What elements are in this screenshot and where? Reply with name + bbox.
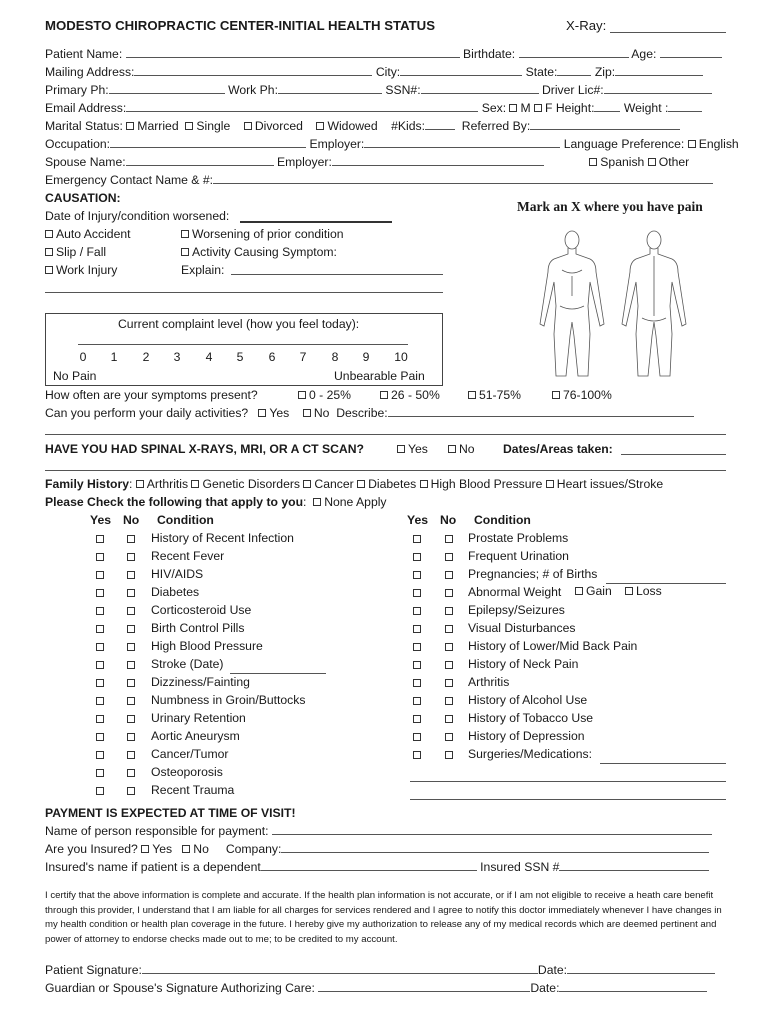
left-condition-label: Aortic Aneurysm [151,729,240,743]
causation-heading: CAUSATION: [45,191,121,205]
english-checkbox[interactable] [688,140,696,148]
pain-map-instruction: Mark an X where you have pain [517,199,703,214]
single-checkbox[interactable] [185,122,193,130]
right-condition-no-checkbox[interactable] [445,625,453,633]
right-condition-no-checkbox[interactable] [445,553,453,561]
city-field[interactable] [400,64,522,76]
left-condition-no-checkbox[interactable] [127,679,135,687]
row-email: Email Address: Sex: M F Height: Weight : [45,100,726,116]
left-condition-label: Numbness in Groin/Buttocks [151,693,306,707]
insured-no-checkbox[interactable] [182,845,190,853]
xray-label: X-Ray: [566,18,607,33]
emergency-contact-field[interactable] [213,172,713,184]
freq-76-100-checkbox[interactable] [552,391,560,399]
sex-f-checkbox[interactable] [534,104,542,112]
left-condition-label: Birth Control Pills [151,621,245,635]
left-condition-yes-checkbox[interactable] [96,571,104,579]
family-arthritis-checkbox[interactable] [136,480,144,488]
complaint-scale-line[interactable] [78,344,408,345]
slip-fall-option[interactable]: Slip / Fall [45,244,106,260]
left-condition-label: Diabetes [151,585,200,599]
left-condition-no-checkbox[interactable] [127,787,135,795]
left-condition-no-checkbox[interactable] [127,571,135,579]
right-condition-label: Arthritis [468,675,510,689]
left-condition-no-checkbox[interactable] [127,643,135,651]
col-no-left: No [123,513,140,527]
left-condition-no-checkbox[interactable] [127,535,135,543]
right-condition-label: Abnormal Weight [468,585,562,599]
right-condition-yes-checkbox[interactable] [413,697,421,705]
row-guardian-signature: Guardian or Spouse's Signature Authorizing Care: Date: [45,980,726,996]
left-condition-no-checkbox[interactable] [127,733,135,741]
dates-areas-field[interactable] [621,454,726,455]
left-condition-yes-checkbox[interactable] [96,679,104,687]
left-condition-yes-checkbox[interactable] [96,733,104,741]
right-condition-no-checkbox[interactable] [445,661,453,669]
right-condition-label: Pregnancies; # of Births [468,567,598,581]
divorced-checkbox[interactable] [244,122,252,130]
scale-1[interactable]: 1 [110,350,118,364]
right-condition-yes-checkbox[interactable] [413,679,421,687]
right-condition-no-checkbox[interactable] [445,589,453,597]
frequency-question: How often are your symptoms present? [45,388,258,402]
dates-areas-label: Dates/Areas taken: [503,442,613,456]
left-condition-label: Corticosteroid Use [151,603,252,617]
age-field[interactable] [660,46,722,58]
right-condition-yes-checkbox[interactable] [413,589,421,597]
driver-lic-field[interactable] [604,82,712,94]
row-conditions-prompt: Please Check the following that apply to you: None Apply [45,495,387,509]
row-emergency: Emergency Contact Name & #: [45,172,726,188]
left-condition-yes-checkbox[interactable] [96,553,104,561]
right-condition-label: Prostate Problems [468,531,569,545]
explain-field-2[interactable] [45,292,443,293]
left-condition-label: Recent Trauma [151,783,235,797]
left-condition-yes-checkbox[interactable] [96,535,104,543]
scale-0[interactable]: 0 [79,350,87,364]
right-condition-label: History of Lower/Mid Back Pain [468,639,638,653]
mailing-address-field[interactable] [134,64,372,76]
left-condition-no-checkbox[interactable] [127,661,135,669]
daily-no-checkbox[interactable] [303,409,311,417]
birthdate-field[interactable] [519,46,629,58]
right-condition-yes-checkbox[interactable] [413,625,421,633]
row-responsible: Name of person responsible for payment: [45,823,726,839]
complaint-label: Current complaint level (how you feel today): [118,317,360,331]
right-condition-label: Frequent Urination [468,549,569,563]
guardian-date-field[interactable] [559,980,707,992]
left-condition-yes-checkbox[interactable] [96,661,104,669]
right-condition-label: History of Alcohol Use [468,693,588,707]
left-condition-no-checkbox[interactable] [127,715,135,723]
imaging-yes[interactable]: Yes [397,441,428,457]
surgeries-field[interactable] [600,763,726,764]
scale-7[interactable]: 7 [299,350,307,364]
family-cancer-checkbox[interactable] [303,480,311,488]
referred-by-field[interactable] [530,118,680,130]
left-condition-label: Cancer/Tumor [151,747,229,761]
left-condition-label: Dizziness/Fainting [151,675,250,689]
describe-field-2[interactable] [45,434,726,435]
primary-phone-field[interactable] [109,82,225,94]
imaging-no-checkbox[interactable] [448,445,456,453]
right-condition-no-checkbox[interactable] [445,679,453,687]
freq-76-100[interactable]: 76-100% [552,387,612,403]
left-condition-yes-checkbox[interactable] [96,589,104,597]
freq-0-25-checkbox[interactable] [298,391,306,399]
row-occupation: Occupation: Employer: Language Preference: English [45,137,739,151]
left-condition-yes-checkbox[interactable] [96,715,104,723]
widowed-checkbox[interactable] [316,122,324,130]
col-condition-right: Condition [474,513,531,527]
left-condition-yes-checkbox[interactable] [96,607,104,615]
births-field[interactable] [606,583,726,584]
certification-text: I certify that the above information is complete and accurate. If the health plan information is not accurate, or if I am not eligible to receive a heath care benefit through this provider, I understand that I am liable for all charges for services rendered and I agree to notify this doctor immediately whenever I have changes in my health condition or health plan coverage in the future. I hereby give my authorization to release any of my medical records which are deemed pertinent and power of attorney to endorse checks made out to me; to be credited to my account. [45,890,722,945]
right-condition-label: History of Tobacco Use [468,711,594,725]
right-condition-yes-checkbox[interactable] [413,661,421,669]
patient-signature-field[interactable] [142,962,538,974]
freq-51-75[interactable]: 51-75% [468,387,521,403]
imaging-yes-checkbox[interactable] [397,445,405,453]
scale-3[interactable]: 3 [173,350,181,364]
payment-heading: PAYMENT IS EXPECTED AT TIME OF VISIT! [45,806,296,820]
left-condition-label: HIV/AIDS [151,567,204,581]
right-condition-no-checkbox[interactable] [445,715,453,723]
weight-loss-option[interactable]: Loss [625,583,662,599]
scale-10[interactable]: 10 [394,350,408,364]
auto-accident-option[interactable]: Auto Accident [45,226,131,242]
left-condition-label: History of Recent Infection [151,531,294,545]
explain-label: Explain: [181,263,225,277]
left-condition-yes-checkbox[interactable] [96,751,104,759]
work-injury-option[interactable]: Work Injury [45,262,117,278]
scale-4[interactable]: 4 [205,350,213,364]
front-body-figure [540,231,604,376]
zip-field[interactable] [615,64,703,76]
insured-ssn-field[interactable] [559,859,709,871]
weight-gain-option[interactable]: Gain [575,583,612,599]
work-phone-field[interactable] [278,82,382,94]
left-condition-no-checkbox[interactable] [127,625,135,633]
left-condition-label: Osteoporosis [151,765,223,779]
unbearable-pain-label: Unbearable Pain [334,369,425,383]
imaging-question: HAVE YOU HAD SPINAL X-RAYS, MRI, OR A CT SCAN? [45,442,364,456]
scale-6[interactable]: 6 [268,350,276,364]
email-field[interactable] [126,100,478,112]
right-condition-no-checkbox[interactable] [445,571,453,579]
employer-field[interactable] [364,136,560,148]
right-condition-label: Epilepsy/Seizures [468,603,565,617]
right-condition-no-checkbox[interactable] [445,607,453,615]
left-condition-no-checkbox[interactable] [127,697,135,705]
ssn-field[interactable] [421,82,539,94]
xray-field[interactable] [610,32,726,33]
slip-fall-checkbox[interactable] [45,248,53,256]
back-body-figure [622,231,686,376]
family-genetic-checkbox[interactable] [191,480,199,488]
right-condition-label: Visual Disturbances [468,621,576,635]
left-condition-label: High Blood Pressure [151,639,263,653]
imaging-no[interactable]: No [448,441,475,457]
auto-accident-checkbox[interactable] [45,230,53,238]
activity-option[interactable]: Activity Causing Symptom: [181,244,337,260]
spouse-name-field[interactable] [126,154,274,166]
scale-2[interactable]: 2 [142,350,150,364]
right-condition-no-checkbox[interactable] [445,751,453,759]
form-title: MODESTO CHIROPRACTIC CENTER-INITIAL HEALTH STATUS [45,18,436,33]
insured-yes-checkbox[interactable] [141,845,149,853]
row-dependent: Insured's name if patient is a dependent Insured SSN # [45,859,726,875]
family-diabetes-checkbox[interactable] [357,480,365,488]
insured-name-field[interactable] [261,859,477,871]
row-patient-name: Patient Name: Birthdate: Age: [45,46,726,62]
right-condition-no-checkbox[interactable] [445,733,453,741]
right-condition-label: History of Neck Pain [468,657,579,671]
company-field[interactable] [281,841,709,853]
left-condition-no-checkbox[interactable] [127,553,135,561]
gain-checkbox[interactable] [575,587,583,595]
right-condition-yes-checkbox[interactable] [413,535,421,543]
scale-8[interactable]: 8 [331,350,339,364]
col-yes-right: Yes [407,513,429,527]
freq-51-75-checkbox[interactable] [468,391,476,399]
spouse-employer-field[interactable] [332,154,544,166]
sex-m-checkbox[interactable] [509,104,517,112]
right-condition-no-checkbox[interactable] [445,697,453,705]
responsible-field[interactable] [272,823,712,835]
kids-field[interactable] [425,118,455,130]
spanish-checkbox[interactable] [589,158,597,166]
left-condition-label: Recent Fever [151,549,225,563]
no-pain-label: No Pain [53,369,97,383]
patient-name-field[interactable] [126,46,460,58]
height-field[interactable] [594,100,620,112]
col-yes-left: Yes [90,513,112,527]
dates-areas-field-2[interactable] [45,470,726,471]
right-condition-label: Surgeries/Medications: [468,747,592,761]
describe-field[interactable] [388,405,694,417]
row-marital: Marital Status: Married Single Divorced Widowed #Kids: Referred By: [45,118,726,134]
left-condition-yes-checkbox[interactable] [96,625,104,633]
surgeries-field-3[interactable] [410,799,726,800]
worsening-option[interactable]: Worsening of prior condition [181,226,344,242]
right-condition-yes-checkbox[interactable] [413,733,421,741]
scale-9[interactable]: 9 [362,350,370,364]
family-hbp-checkbox[interactable] [420,480,428,488]
right-condition-yes-checkbox[interactable] [413,607,421,615]
right-condition-yes-checkbox[interactable] [413,571,421,579]
freq-26-50[interactable]: 26 - 50% [380,387,440,403]
date-injury-label: Date of Injury/condition worsened: [45,209,230,223]
right-condition-yes-checkbox[interactable] [413,751,421,759]
none-apply-checkbox[interactable] [313,498,321,506]
guardian-signature-field[interactable] [318,980,530,992]
state-field[interactable] [557,64,591,76]
work-injury-checkbox[interactable] [45,266,53,274]
right-condition-no-checkbox[interactable] [445,535,453,543]
right-condition-no-checkbox[interactable] [445,643,453,651]
row-address: Mailing Address: City: State: Zip: [45,64,726,80]
left-condition-no-checkbox[interactable] [127,751,135,759]
right-condition-yes-checkbox[interactable] [413,643,421,651]
left-condition-yes-checkbox[interactable] [96,769,104,777]
surgeries-field-2[interactable] [410,781,726,782]
right-condition-label: History of Depression [468,729,585,743]
weight-field[interactable] [668,100,702,112]
left-condition-yes-checkbox[interactable] [96,787,104,795]
other-language-checkbox[interactable] [648,158,656,166]
right-condition-yes-checkbox[interactable] [413,715,421,723]
left-condition-yes-checkbox[interactable] [96,643,104,651]
row-family-history: Family History: Arthritis Genetic Disorders Cancer Diabetes High Blood Pressure Heart issues/Stroke [45,477,664,491]
scale-5[interactable]: 5 [236,350,244,364]
row-phones: Primary Ph: Work Ph: SSN#: Driver Lic#: [45,82,726,98]
patient-date-field[interactable] [567,962,715,974]
left-condition-no-checkbox[interactable] [127,589,135,597]
daily-yes-checkbox[interactable] [258,409,266,417]
col-no-right: No [440,513,457,527]
left-condition-yes-checkbox[interactable] [96,697,104,705]
left-condition-label: Stroke (Date) [151,657,224,671]
left-condition-no-checkbox[interactable] [127,607,135,615]
row-insured: Are you Insured? Yes No Company: [45,841,726,857]
left-condition-no-checkbox[interactable] [127,769,135,777]
freq-0-25[interactable]: 0 - 25% [298,387,351,403]
stroke-date-field[interactable] [230,673,326,674]
worsening-checkbox[interactable] [181,230,189,238]
row-spouse: Spouse Name: Employer: Spanish Other [45,155,690,169]
activity-checkbox[interactable] [181,248,189,256]
row-daily-activities: Can you perform your daily activities? Yes No Describe: [45,405,726,421]
row-patient-signature: Patient Signature: Date: [45,962,726,978]
family-heart-checkbox[interactable] [546,480,554,488]
explain-field[interactable] [231,274,443,275]
col-condition-left: Condition [157,513,214,527]
occupation-field[interactable] [110,136,306,148]
loss-checkbox[interactable] [625,587,633,595]
freq-26-50-checkbox[interactable] [380,391,388,399]
married-checkbox[interactable] [126,122,134,130]
right-condition-yes-checkbox[interactable] [413,553,421,561]
body-diagram[interactable] [532,226,702,386]
date-injury-field[interactable] [240,221,392,223]
left-condition-label: Urinary Retention [151,711,246,725]
